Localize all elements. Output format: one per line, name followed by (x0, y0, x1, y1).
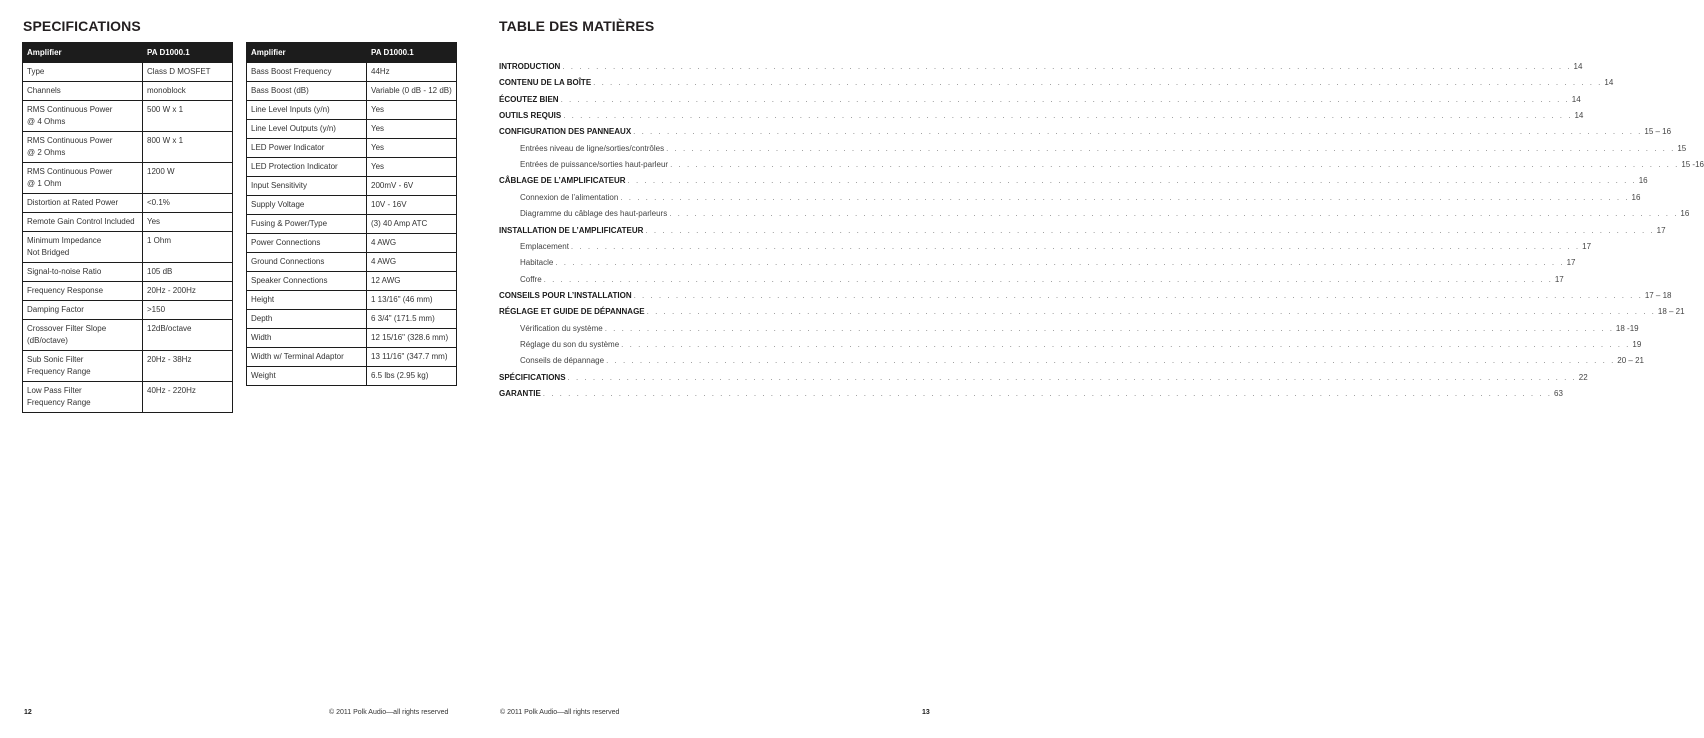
toc-entry[interactable] (499, 61, 1583, 73)
toc-page-number: 14 (1604, 78, 1614, 88)
toc-leader-dots: . . . . . . . . . . . . . . . . . . . . . . . . . . . . . . . . . . . . . . . . . . . . . . . . . . . . . . . . . . . . . . . . . . . . . . . . . . . . . . . . . . . . . . . . . . . . . . . . . . . . . . . . . . . . . . . . . . . . . . . . (666, 143, 1676, 153)
spec-value-text: (3) 40 Amp ATC (371, 219, 428, 228)
spec-row (247, 253, 457, 272)
spec-row (247, 234, 457, 253)
spec-value-text: Yes (371, 105, 385, 114)
spec-label (23, 63, 143, 82)
spec-row (23, 132, 233, 163)
spec-row (23, 82, 233, 101)
toc-entry[interactable] (520, 192, 1641, 204)
toc-label: ÉCOUTEZ BIEN (499, 94, 559, 104)
spec-label (23, 132, 143, 163)
toc-entry[interactable] (520, 208, 1690, 220)
header-amplifier: Amplifier (23, 43, 143, 63)
spec-row (23, 194, 233, 213)
toc-leader-dots: . . . . . . . . . . . . . . . . . . . . . . . . . . . . . . . . . . . . . . . . . . . . . . . . . . . . . . . . . . . . . . . . . . . . . . . . . . . . . . . . . . . . . . . . . . . . . . . . . . . . . . . . . . . . . . . . . . . . . . . . (633, 127, 1643, 137)
toc-label: OUTILS REQUIS (499, 111, 562, 121)
spec-label (23, 351, 143, 382)
spec-value (367, 177, 457, 196)
spec-label-text: RMS Continuous Power @ 2 Ohms (27, 136, 113, 157)
spec-label (23, 101, 143, 132)
spec-label (247, 196, 367, 215)
toc-label: CONFIGURATION DES PANNEAUX (499, 127, 632, 137)
spec-value (367, 82, 457, 101)
toc-page-number: 15 -16 (1681, 160, 1704, 170)
spec-value (367, 329, 457, 348)
toc-leader-dots: . . . . . . . . . . . . . . . . . . . . . . . . . . . . . . . . . . . . . . . . . . . . . . . . . . . . . . . . . . . . . . . . . . . . . . . . . . . . . . . . . . . . . . . . . . . . . . . . . . . . . . . . . . . . . . . . . . . . . . . . (606, 356, 1616, 366)
spec-value-text: 12 15/16" (328.6 mm) (371, 333, 449, 342)
toc-entry[interactable] (499, 388, 1563, 400)
toc-entry[interactable] (499, 126, 1672, 138)
toc-label: Connexion de l’alimentation (520, 192, 619, 202)
spec-row (23, 232, 233, 263)
spec-label (247, 120, 367, 139)
spec-label-text: Crossover Filter Slope (dB/octave) (27, 324, 107, 345)
spec-row (247, 82, 457, 101)
spec-row (247, 139, 457, 158)
spec-label (247, 63, 367, 82)
toc-entry[interactable] (520, 159, 1704, 171)
spec-row (23, 351, 233, 382)
toc-entry[interactable] (520, 323, 1639, 335)
toc-leader-dots: . . . . . . . . . . . . . . . . . . . . . . . . . . . . . . . . . . . . . . . . . . . . . . . . . . . . . . . . . . . . . . . . . . . . . . . . . . . . . . . . . . . . . . . . . . . . . . . . . . . . . . . . . . . . . . . . . . . . . . . . (542, 389, 1552, 398)
spec-value (367, 158, 457, 177)
spec-value-text: 6 3/4" (171.5 mm) (371, 314, 435, 323)
spec-table-1 (22, 42, 233, 413)
spec-row (247, 158, 457, 177)
toc-entry[interactable] (520, 339, 1642, 351)
spec-label-text: Sub Sonic Filter Frequency Range (27, 355, 91, 376)
spec-row (247, 101, 457, 120)
spec-label-text: Input Sensitivity (251, 181, 308, 190)
toc-entry[interactable] (520, 274, 1564, 286)
spec-row (23, 320, 233, 351)
spec-row (247, 177, 457, 196)
spec-row (247, 367, 457, 386)
spec-label-text: Type (27, 67, 45, 76)
table-of-contents-heading: TABLE DES MATIÈRES (499, 18, 655, 34)
spec-label-text: Line Level Inputs (y/n) (251, 105, 330, 114)
toc-entry[interactable] (499, 94, 1581, 106)
spec-label-text: Depth (251, 314, 273, 323)
spec-label (247, 101, 367, 120)
toc-page-number: 17 – 18 (1644, 290, 1672, 300)
spec-value-text: 4 AWG (371, 238, 397, 247)
spec-label (247, 348, 367, 367)
spec-value (367, 120, 457, 139)
spec-label (247, 272, 367, 291)
spec-value-text: Yes (147, 217, 161, 226)
spec-value (143, 194, 233, 213)
header-model: PA D1000.1 (367, 43, 457, 63)
spec-value (367, 215, 457, 234)
spec-value-text: 4 AWG (371, 257, 397, 266)
spec-row (247, 348, 457, 367)
spec-label (247, 367, 367, 386)
spec-label (247, 310, 367, 329)
toc-leader-dots: . . . . . . . . . . . . . . . . . . . . . . . . . . . . . . . . . . . . . . . . . . . . . . . . . . . . . . . . . . . . . . . . . . . . . . . . . . . . . . . . . . . . . . . . . . . . . . . . . . . . . . . . . . . . . . . . . . . . . . . . (563, 111, 1573, 121)
toc-leader-dots: . . . . . . . . . . . . . . . . . . . . . . . . . . . . . . . . . . . . . . . . . . . . . . . . . . . . . . . . . . . . . . . . . . . . . . . . . . . . . . . . . . . . . . . . . . . . . . . . . . . . . . . . . . . . . . . . . . . . . . . . (633, 290, 1643, 300)
spec-row (23, 301, 233, 320)
toc-entry[interactable] (499, 77, 1614, 89)
toc-leader-dots: . . . . . . . . . . . . . . . . . . . . . . . . . . . . . . . . . . . . . . . . . . . . . . . . . . . . . . . . . . . . . . . . . . . . . . . . . . . . . . . . . . . . . . . . . . . . . . . . . . . . . . . . . . . . . . . . . . . . . . . . (560, 94, 1570, 104)
spec-value-text: 1200 W (147, 167, 175, 176)
header-amplifier: Amplifier (247, 43, 367, 63)
toc-leader-dots: . . . . . . . . . . . . . . . . . . . . . . . . . . . . . . . . . . . . . . . . . . . . . . . . . . . . . . . . . . . . . . . . . . . . . . . . . . . . . . . . . . . . . . . . . . . . . . . . . . . . . . . . . . . . . . . . . . . . . . . . (604, 323, 1614, 333)
spec-label (247, 234, 367, 253)
toc-page-number: 15 – 16 (1644, 127, 1672, 137)
toc-entry[interactable] (520, 143, 1687, 155)
spec-value-text: 20Hz - 38Hz (147, 355, 192, 364)
toc-leader-dots: . . . . . . . . . . . . . . . . . . . . . . . . . . . . . . . . . . . . . . . . . . . . . . . . . . . . . . . . . . . . . . . . . . . . . . . . . . . . . . . . . . . . . . . . . . . . . . . . . . . . . . . . . . . . . . . . . . . . . . . . (670, 160, 1680, 170)
toc-label: Coffre (520, 274, 542, 284)
spec-label (23, 382, 143, 413)
toc-page-number: 63 (1554, 389, 1563, 398)
spec-value (143, 320, 233, 351)
spec-value (143, 232, 233, 263)
spec-row (23, 263, 233, 282)
spec-value-text: 12dB/octave (147, 324, 192, 333)
spec-value (143, 163, 233, 194)
toc-leader-dots: . . . . . . . . . . . . . . . . . . . . . . . . . . . . . . . . . . . . . . . . . . . . . . . . . . . . . . . . . . . . . . . . . . . . . . . . . . . . . . . . . . . . . . . . . . . . . . . . . . . . . . . . . . . . . . . . . . . . . . . . (593, 78, 1603, 88)
spec-value (367, 253, 457, 272)
spec-value-text: >150 (147, 305, 166, 314)
toc-label: Entrées niveau de ligne/sorties/contrôles (520, 143, 665, 153)
toc-page-number: 16 (1680, 209, 1690, 219)
copyright-right: © 2011 Polk Audio—all rights reserved (500, 709, 620, 716)
toc-leader-dots: . . . . . . . . . . . . . . . . . . . . . . . . . . . . . . . . . . . . . . . . . . . . . . . . . . . . . . . . . . . . . . . . . . . . . . . . . . . . . . . . . . . . . . . . . . . . . . . . . . . . . . . . . . . . . . . . . . . . . . . . (621, 339, 1631, 349)
toc-entry[interactable] (499, 225, 1666, 237)
spec-value-text: 40Hz - 220Hz (147, 386, 196, 395)
spec-value-text: 500 W x 1 (147, 105, 184, 114)
toc-page-number: 17 (1582, 241, 1592, 251)
spec-value-text: Variable (0 dB - 12 dB) (371, 86, 452, 95)
toc-page-number: 14 (1573, 62, 1583, 71)
spec-label (247, 177, 367, 196)
spec-label (23, 194, 143, 213)
spec-label-text: Frequency Response (27, 286, 104, 295)
spec-row (247, 329, 457, 348)
spec-label-text: Channels (27, 86, 61, 95)
spec-row (247, 291, 457, 310)
spec-label (23, 320, 143, 351)
spec-label-text: Weight (251, 371, 276, 380)
spec-value (367, 310, 457, 329)
toc-leader-dots: . . . . . . . . . . . . . . . . . . . . . . . . . . . . . . . . . . . . . . . . . . . . . . . . . . . . . . . . . . . . . . . . . . . . . . . . . . . . . . . . . . . . . . . . . . . . . . . . . . . . . . . . . . . . . . . . . . . . . . . . (570, 241, 1581, 251)
spec-row (23, 213, 233, 232)
spec-value (143, 63, 233, 82)
spec-value (143, 282, 233, 301)
toc-page-number: 22 (1578, 372, 1588, 382)
spec-value-text: 44Hz (371, 67, 390, 76)
spec-value (367, 196, 457, 215)
spec-value-text: Yes (371, 162, 385, 171)
spec-value (143, 213, 233, 232)
spec-value (143, 301, 233, 320)
toc-page-number: 18 -19 (1615, 323, 1639, 333)
toc-leader-dots: . . . . . . . . . . . . . . . . . . . . . . . . . . . . . . . . . . . . . . . . . . . . . . . . . . . . . . . . . . . . . . . . . . . . . . . . . . . . . . . . . . . . . . . . . . . . . . . . . . . . . . . . . . . . . . . . . . . . . . . . (620, 192, 1630, 202)
toc-label: INTRODUCTION (499, 62, 561, 71)
toc-label: CONSEILS POUR L’INSTALLATION (499, 290, 632, 300)
spec-value-text: Yes (371, 124, 385, 133)
spec-label-text: Power Connections (251, 238, 321, 247)
spec-label-text: LED Protection Indicator (251, 162, 338, 171)
spec-value-text: <0.1% (147, 198, 170, 207)
spec-value (367, 291, 457, 310)
spec-value-text: monoblock (147, 86, 186, 95)
toc-label: SPÉCIFICATIONS (499, 372, 566, 382)
spec-label (23, 163, 143, 194)
spec-label-text: Width (251, 333, 272, 342)
spec-table-header (23, 43, 233, 63)
spec-label-text: Damping Factor (27, 305, 84, 314)
toc-label: CÂBLAGE DE L’AMPLIFICATEUR (499, 176, 626, 186)
spec-label-text: RMS Continuous Power @ 4 Ohms (27, 105, 113, 126)
toc-leader-dots: . . . . . . . . . . . . . . . . . . . . . . . . . . . . . . . . . . . . . . . . . . . . . . . . . . . . . . . . . . . . . . . . . . . . . . . . . . . . . . . . . . . . . . . . . . . . . . . . . . . . . . . . . . . . . . . . . . . . . . . . (645, 225, 1655, 235)
spec-value (367, 272, 457, 291)
toc-label: Vérification du système (520, 323, 603, 333)
toc-page-number: 17 (1566, 258, 1576, 268)
spec-label (23, 232, 143, 263)
spec-label-text: Bass Boost Frequency (251, 67, 332, 76)
toc-leader-dots: . . . . . . . . . . . . . . . . . . . . . . . . . . . . . . . . . . . . . . . . . . . . . . . . . . . . . . . . . . . . . . . . . . . . . . . . . . . . . . . . . . . . . . . . . . . . . . . . . . . . . . . . . . . . . . . . . . . . . . . . (669, 209, 1679, 219)
spec-label (23, 301, 143, 320)
header-model: PA D1000.1 (143, 43, 233, 63)
toc-leader-dots: . . . . . . . . . . . . . . . . . . . . . . . . . . . . . . . . . . . . . . . . . . . . . . . . . . . . . . . . . . . . . . . . . . . . . . . . . . . . . . . . . . . . . . . . . . . . . . . . . . . . . . . . . . . . . . . . . . . . . . . . (646, 307, 1656, 317)
toc-entry[interactable] (499, 290, 1672, 302)
toc-label: GARANTIE (499, 389, 541, 398)
toc-entry[interactable] (499, 372, 1588, 384)
spec-label-text: RMS Continuous Power @ 1 Ohm (27, 167, 113, 188)
toc-page-number: 18 – 21 (1657, 307, 1685, 317)
spec-row (247, 310, 457, 329)
toc-label: INSTALLATION DE L’AMPLIFICATEUR (499, 225, 644, 235)
spec-value-text: Yes (371, 143, 385, 152)
spec-label-text: Low Pass Filter Frequency Range (27, 386, 91, 407)
toc-leader-dots: . . . . . . . . . . . . . . . . . . . . . . . . . . . . . . . . . . . . . . . . . . . . . . . . . . . . . . . . . . . . . . . . . . . . . . . . . . . . . . . . . . . . . . . . . . . . . . . . . . . . . . . . . . . . . . . . . . . . . . . . (543, 274, 1553, 284)
spec-row (247, 196, 457, 215)
spec-value-text: 1 Ohm (147, 236, 172, 245)
toc-label: RÉGLAGE ET GUIDE DE DÉPANNAGE (499, 307, 645, 317)
toc-page-number: 20 – 21 (1617, 356, 1644, 366)
spec-label-text: Fusing & Power/Type (251, 219, 328, 228)
spec-row (247, 215, 457, 234)
spec-value-text: 20Hz - 200Hz (147, 286, 196, 295)
toc-page-number: 19 (1632, 339, 1642, 349)
spec-label-text: Bass Boost (dB) (251, 86, 309, 95)
spec-value (143, 82, 233, 101)
toc-leader-dots: . . . . . . . . . . . . . . . . . . . . . . . . . . . . . . . . . . . . . . . . . . . . . . . . . . . . . . . . . . . . . . . . . . . . . . . . . . . . . . . . . . . . . . . . . . . . . . . . . . . . . . . . . . . . . . . . . . . . . . . . (562, 62, 1572, 71)
toc-page-number: 16 (1638, 176, 1648, 186)
spec-value-text: 10V - 16V (371, 200, 407, 209)
spec-row (23, 382, 233, 413)
spec-label-text: Speaker Connections (251, 276, 328, 285)
spec-label-text: LED Power Indicator (251, 143, 325, 152)
spec-label (23, 263, 143, 282)
spec-label-text: Ground Connections (251, 257, 325, 266)
spec-label (247, 253, 367, 272)
toc-label: Réglage du son du système (520, 339, 620, 349)
toc-leader-dots: . . . . . . . . . . . . . . . . . . . . . . . . . . . . . . . . . . . . . . . . . . . . . . . . . . . . . . . . . . . . . . . . . . . . . . . . . . . . . . . . . . . . . . . . . . . . . . . . . . . . . . . . . . . . . . . . . . . . . . . . (567, 372, 1577, 382)
spec-label (23, 82, 143, 101)
page-number-right: 13 (922, 709, 930, 716)
toc-label: Habitacle (520, 258, 554, 268)
toc-leader-dots: . . . . . . . . . . . . . . . . . . . . . . . . . . . . . . . . . . . . . . . . . . . . . . . . . . . . . . . . . . . . . . . . . . . . . . . . . . . . . . . . . . . . . . . . . . . . . . . . . . . . . . . . . . . . . . . . . . . . . . . . (627, 176, 1637, 186)
spec-label-text: Minimum Impedance Not Bridged (27, 236, 102, 257)
toc-entry[interactable] (499, 175, 1648, 187)
toc-page-number: 14 (1571, 94, 1581, 104)
spec-value (143, 132, 233, 163)
toc-label: CONTENU DE LA BOÎTE (499, 78, 592, 88)
spec-row (23, 101, 233, 132)
spec-label-text: Supply Voltage (251, 200, 305, 209)
spec-value (367, 63, 457, 82)
spec-value (367, 367, 457, 386)
spec-value-text: 1 13/16" (46 mm) (371, 295, 433, 304)
spec-table-2 (246, 42, 457, 386)
spec-label-text: Remote Gain Control Included (27, 217, 135, 226)
spec-label-text: Width w/ Terminal Adaptor (251, 352, 344, 361)
spec-value (367, 234, 457, 253)
toc-page-number: 17 (1554, 274, 1564, 284)
spec-value-text: Class D MOSFET (147, 67, 211, 76)
spec-table-header (247, 43, 457, 63)
spec-label (23, 213, 143, 232)
toc-leader-dots: . . . . . . . . . . . . . . . . . . . . . . . . . . . . . . . . . . . . . . . . . . . . . . . . . . . . . . . . . . . . . . . . . . . . . . . . . . . . . . . . . . . . . . . . . . . . . . . . . . . . . . . . . . . . . . . . . . . . . . . . (555, 258, 1565, 268)
page-number-left: 12 (24, 709, 32, 716)
toc-entry[interactable] (520, 241, 1592, 253)
spec-value (367, 139, 457, 158)
spec-label-text: Signal-to-noise Ratio (27, 267, 102, 276)
copyright-left: © 2011 Polk Audio—all rights reserved (329, 709, 449, 716)
spec-label (247, 329, 367, 348)
spec-value-text: 105 dB (147, 267, 173, 276)
toc-entry[interactable] (520, 355, 1644, 367)
spec-label-text: Height (251, 295, 275, 304)
spec-value-text: 6.5 lbs (2.95 kg) (371, 371, 429, 380)
spec-label (23, 282, 143, 301)
spec-row (23, 282, 233, 301)
spec-label (247, 82, 367, 101)
spec-label (247, 158, 367, 177)
toc-entry[interactable] (499, 110, 1584, 122)
spec-value-text: 13 11/16" (347.7 mm) (371, 352, 448, 361)
spec-label (247, 215, 367, 234)
spec-value-text: 12 AWG (371, 276, 401, 285)
spec-value (143, 263, 233, 282)
spec-row (247, 120, 457, 139)
toc-page-number: 17 (1656, 225, 1666, 235)
specifications-heading: SPECIFICATIONS (23, 18, 141, 34)
spec-value (367, 101, 457, 120)
spec-value (143, 101, 233, 132)
toc-entry[interactable] (520, 257, 1576, 269)
toc-label: Emplacement (520, 241, 569, 251)
toc-page-number: 14 (1574, 111, 1584, 121)
spec-label (247, 139, 367, 158)
spec-row (23, 163, 233, 194)
toc-label: Conseils de dépannage (520, 356, 605, 366)
toc-label: Diagramme du câblage des haut-parleurs (520, 209, 668, 219)
spec-label-text: Line Level Outputs (y/n) (251, 124, 336, 133)
spec-value (143, 351, 233, 382)
spec-value-text: 200mV - 6V (371, 181, 414, 190)
spec-row (247, 272, 457, 291)
spec-label-text: Distortion at Rated Power (27, 198, 119, 207)
spec-label (247, 291, 367, 310)
spec-value-text: 800 W x 1 (147, 136, 184, 145)
spec-row (23, 63, 233, 82)
toc-page-number: 15 (1677, 143, 1687, 153)
toc-page-number: 16 (1631, 192, 1641, 202)
spec-row (247, 63, 457, 82)
toc-entry[interactable] (499, 306, 1685, 318)
spec-value (367, 348, 457, 367)
toc-label: Entrées de puissance/sorties haut-parleur (520, 160, 669, 170)
spec-value (143, 382, 233, 413)
